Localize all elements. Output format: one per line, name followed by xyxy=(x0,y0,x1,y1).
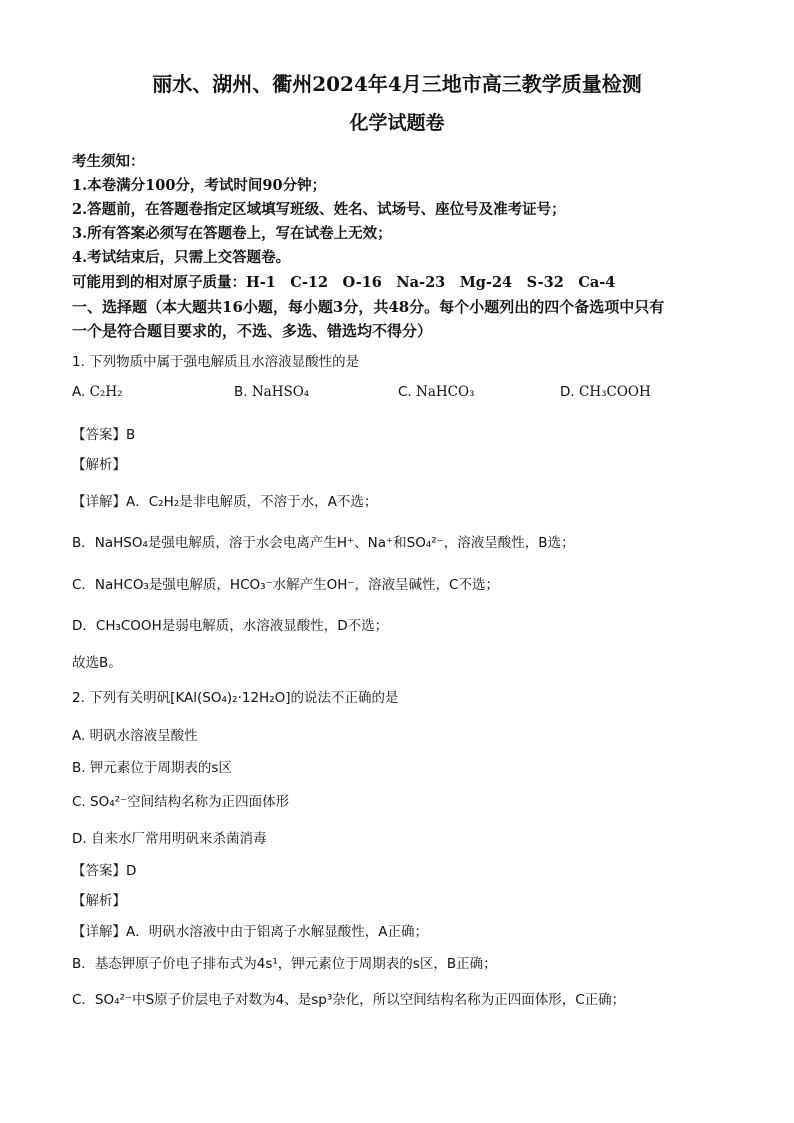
question-1-detail: B．NaHSO₄是强电解质，溶于水会电离产生H⁺、Na⁺和SO₄²⁻，溶液呈酸性，B选； xyxy=(72,535,575,551)
question-1-stem: 1. 下列物质中属于强电解质且水溶液显酸性的是 xyxy=(72,354,360,370)
question-2-analysis-label: 【解析】 xyxy=(72,893,126,909)
question-1-option-a xyxy=(72,384,123,400)
option-letter: D. xyxy=(560,384,575,400)
atomic-masses: 可能用到的相对原子质量：H-1 C-12 O-16 Na-23 Mg-24 S-32 Ca-4 xyxy=(72,274,616,291)
option-formula: C₂H₂ xyxy=(89,384,123,400)
notice-item: 3.所有答案必须写在答题卷上，写在试卷上无效； xyxy=(72,225,392,242)
notice-item: 2.答题前，在答题卷指定区域填写班级、姓名、试场号、座位号及准考证号； xyxy=(72,201,566,218)
option-formula: NaHSO₄ xyxy=(251,384,310,400)
question-1-option-b xyxy=(234,384,309,400)
question-2-option-b: B. 钾元素位于周期表的s区 xyxy=(72,760,232,776)
section-heading-cont: 一个是符合题目要求的，不选、多选、错选均不得分） xyxy=(72,322,433,340)
section-heading: 一、选择题（本大题共16小题，每小题3分，共48分。每个小题列出的四个备选项中只有 xyxy=(72,298,665,316)
page-subtitle: 化学试题卷 xyxy=(349,112,445,134)
question-2-option-a: A. 明矾水溶液呈酸性 xyxy=(72,728,198,744)
question-1-detail: C．NaHCO₃是强电解质，HCO₃⁻水解产生OH⁻，溶液呈碱性，C不选； xyxy=(72,577,499,593)
question-1-analysis-label: 【解析】 xyxy=(72,457,126,473)
question-2-detail: C．SO₄²⁻中S原子价层电子对数为4、是sp³杂化，所以空间结构名称为正四面体形，C正确； xyxy=(72,992,626,1008)
option-letter: C. xyxy=(398,384,412,400)
question-2-answer: 【答案】D xyxy=(72,863,137,879)
question-2-stem: 2. 下列有关明矾[KAl(SO₄)₂·12H₂O]的说法不正确的是 xyxy=(72,690,399,706)
question-1-detail: 【详解】A．C₂H₂是非电解质，不溶于水，A不选； xyxy=(72,494,378,510)
question-1-option-c xyxy=(398,384,474,400)
notice-item: 4.考试结束后，只需上交答题卷。 xyxy=(72,249,291,266)
question-2-option-c: C. SO₄²⁻空间结构名称为正四面体形 xyxy=(72,794,290,810)
question-1-option-d xyxy=(560,384,651,400)
page-title: 丽水、湖州、衢州2024年4月三地市高三教学质量检测 xyxy=(152,72,642,96)
option-formula: CH₃COOH xyxy=(578,384,651,400)
question-2-option-d: D. 自来水厂常用明矾来杀菌消毒 xyxy=(72,831,267,847)
question-1-conclusion: 故选B。 xyxy=(72,655,122,671)
notice-item: 1.本卷满分100分，考试时间90分钟； xyxy=(72,177,327,194)
question-1-answer: 【答案】B xyxy=(72,427,136,443)
question-1-detail: D．CH₃COOH是弱电解质，水溶液显酸性，D不选； xyxy=(72,618,389,634)
option-letter: A. xyxy=(72,384,86,400)
notice-heading: 考生须知： xyxy=(72,153,145,170)
question-2-detail: 【详解】A．明矾水溶液中由于铝离子水解显酸性，A正确； xyxy=(72,924,428,940)
option-letter: B. xyxy=(234,384,248,400)
option-formula: NaHCO₃ xyxy=(416,384,475,400)
question-2-detail: B．基态钾原子价电子排布式为4s¹，钾元素位于周期表的s区，B正确； xyxy=(72,956,497,972)
